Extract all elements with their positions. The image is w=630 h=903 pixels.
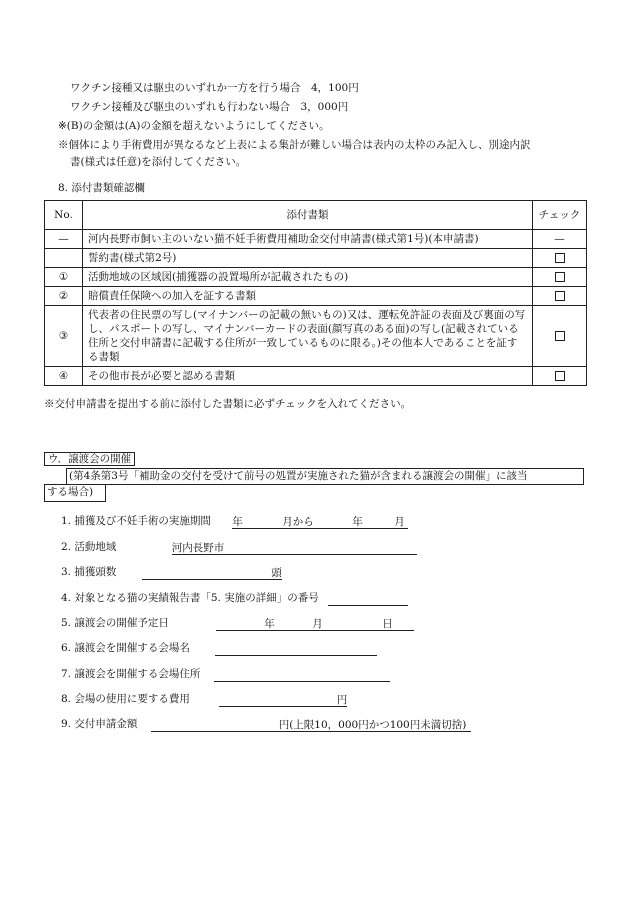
- venue-address-input[interactable]: [214, 668, 390, 682]
- venue-name-input[interactable]: [215, 642, 377, 656]
- row-no: ②: [45, 287, 83, 306]
- field-label: 2. 活動地域: [61, 541, 117, 553]
- section-8-footnote: ※交付申請書を提出する前に添付した書類に必ずチェックを入れてください。: [44, 398, 412, 410]
- row-doc: その他市長が必要と認める書類: [83, 367, 533, 386]
- section-u-condition: [44, 468, 584, 501]
- field-period: [61, 514, 408, 529]
- table-row: [45, 249, 587, 268]
- column-header-no: No.: [45, 201, 83, 230]
- field-report-number: [61, 591, 408, 606]
- row-no: ③: [45, 306, 83, 367]
- intro-note-2b: 書(様式は任意)を添付してください。: [70, 156, 247, 168]
- checkbox[interactable]: [555, 291, 565, 301]
- column-header-doc: 添付書類: [83, 201, 533, 230]
- checkbox[interactable]: [555, 371, 565, 381]
- period-input[interactable]: 年 月から 年 月: [232, 515, 408, 529]
- count-input[interactable]: 頭: [142, 566, 282, 580]
- field-venue-name: [61, 641, 377, 656]
- field-label: 6. 譲渡会を開催する会場名: [61, 642, 190, 654]
- intro-note-1: ※(B)の金額は(A)の金額を超えないようにしてください。: [58, 120, 330, 132]
- table-row: [45, 230, 587, 249]
- field-grant-amount: [61, 717, 471, 732]
- checkbox[interactable]: [555, 331, 565, 341]
- table-row: [45, 306, 587, 367]
- table-row: [45, 268, 587, 287]
- condition-text-a: (第4条第3号「補助金の交付を受けて前号の処置が実施された猫が含まれる譲渡会の開催」に該当: [69, 470, 528, 482]
- row-no: —: [45, 230, 83, 249]
- event-date-input[interactable]: 年 月 日: [216, 617, 414, 631]
- row-doc: 誓約書(様式第2号): [83, 249, 533, 268]
- field-label: 5. 譲渡会の開催予定日: [61, 617, 169, 629]
- row-doc: 河内長野市飼い主のいない猫不妊手術費用補助金交付申請書(様式第1号)(本申請書): [83, 230, 533, 249]
- row-no: [45, 249, 83, 268]
- field-label: 4. 対象となる猫の実績報告書「5. 実施の詳細」の番号: [61, 592, 319, 604]
- report-number-input[interactable]: [328, 592, 408, 606]
- field-label: 3. 捕獲頭数: [61, 566, 117, 578]
- intro-line-1: ワクチン接種又は駆虫のいずれか一方を行う場合 4，100円: [70, 82, 359, 94]
- table-row: [45, 367, 587, 386]
- table-header-row: [45, 201, 587, 230]
- row-doc: 代表者の住民票の写し(マイナンバーの記載の無いもの)又は、運転免許証の表面及び裏面の写し、パスポートの写し、マイナンバーカードの表面(顔写真のある面)の写し(記載されている住所と交付申請書に記載する住所が一致しているものに限る。)その他本人であることを証する書類: [83, 306, 533, 367]
- field-event-date: [61, 616, 414, 631]
- checkbox[interactable]: [555, 272, 565, 282]
- condition-text-b: する場合): [47, 486, 94, 498]
- row-check-dash: —: [533, 230, 587, 249]
- grant-amount-input[interactable]: 円(上限10，000円かつ100円未満切捨): [151, 718, 471, 732]
- field-venue-address: [61, 667, 390, 682]
- row-doc: 活動地域の区域図(捕獲器の設置場所が記載されたもの): [83, 268, 533, 287]
- intro-line-2: ワクチン接種及び駆虫のいずれも行わない場合 3，000円: [70, 101, 349, 113]
- field-area: [61, 540, 417, 555]
- section-u-heading: ウ．譲渡会の開催: [44, 452, 135, 466]
- attachment-table: [44, 200, 587, 386]
- field-label: 1. 捕獲及び不妊手術の実施期間: [61, 515, 211, 527]
- field-label: 9. 交付申請金額: [61, 718, 138, 730]
- table-row: [45, 287, 587, 306]
- section-8-heading: 8. 添付書類確認欄: [58, 182, 145, 194]
- row-no: ④: [45, 367, 83, 386]
- column-header-check: チェック: [533, 201, 587, 230]
- area-input[interactable]: 河内長野市: [172, 541, 417, 555]
- venue-cost-input[interactable]: 円: [219, 693, 347, 707]
- row-no: ①: [45, 268, 83, 287]
- field-label: 8. 会場の使用に要する費用: [61, 693, 190, 705]
- checkbox[interactable]: [555, 253, 565, 263]
- intro-note-2a: ※個体により手術費用が異なるなど上表による集計が難しい場合は表内の太枠のみ記入し、別途内訳: [58, 139, 531, 151]
- field-venue-cost: [61, 692, 347, 707]
- field-label: 7. 譲渡会を開催する会場住所: [61, 668, 201, 680]
- field-count: [61, 565, 282, 580]
- row-doc: 賠償責任保険への加入を証する書類: [83, 287, 533, 306]
